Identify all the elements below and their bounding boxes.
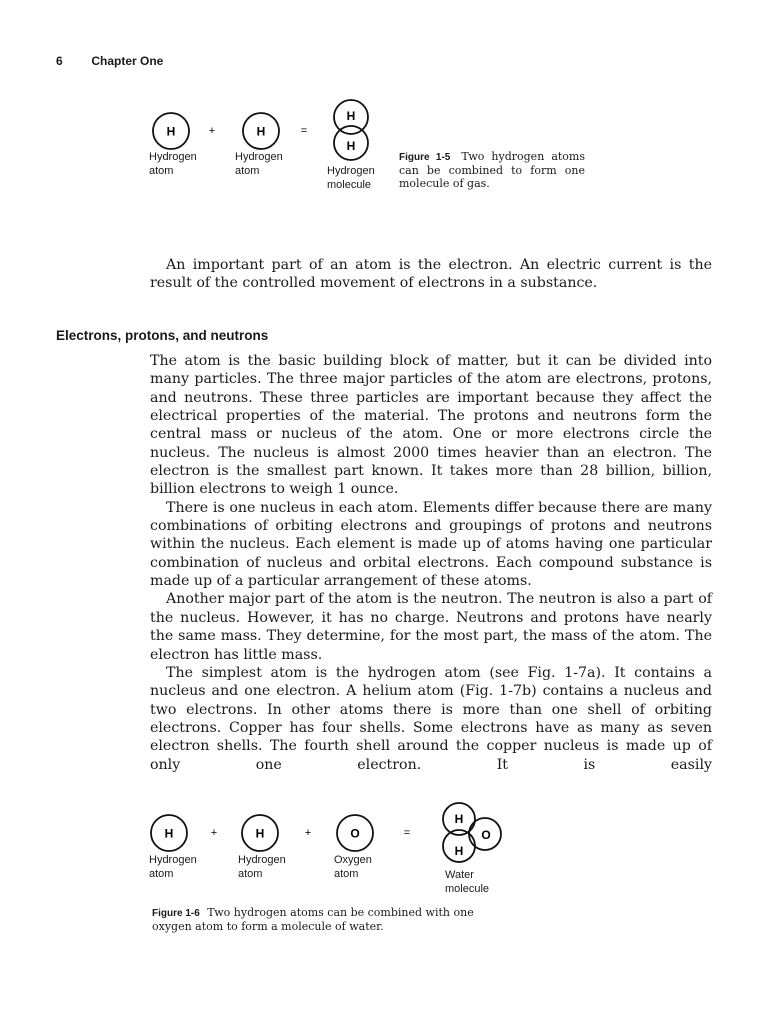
label-hydrogen-atom-1: Hydrogen atom (149, 151, 197, 177)
caption-figure-number: Figure 1-6 (152, 908, 200, 919)
paragraph-3: Another major part of the atom is the neutron. The neutron is also a part of the nucleus. However, it has no charge. Neutrons and protons have nearly the same mass. They determine, for the most part, the mass of the atom. The electron has little mass. (150, 591, 712, 663)
paragraph-1: The atom is the basic building block of matter, but it can be divided into many particles. The three major particles of the atom are electrons, protons, and neutrons. These three particles are important because they affect the electrical properties of the material. The protons and neutrons form the central mass or nucleus of the atom. One or more electrons circle the nucleus. The nucleus is almost 2000 times heavier than an electron. The electron is the smallest part known. It takes more than 28 billion, billion, billion electrons to weigh 1 ounce. (150, 353, 712, 498)
label-oxygen-atom: Oxygen atom (334, 854, 372, 880)
plus-sign-1: + (210, 827, 218, 839)
paragraph-4: The simplest atom is the hydrogen atom (see Fig. 1-7a). It contains a nucleus and one electron. A helium atom (Fig. 1-7b) contains a nucleus and two electrons. In other atoms there is more than one shell of orbiting electrons. Copper has four shells. Some electrons have as many as seven electron shells. The fourth shell around the copper nucleus is made up of only one electron. It is easily (150, 664, 712, 773)
page-number: 6 (56, 54, 63, 68)
equals-sign: = (300, 125, 308, 137)
plus-sign-2: + (304, 827, 312, 839)
water-h2-symbol: H (454, 844, 464, 858)
body-text (150, 352, 712, 774)
molecule-bottom-symbol: H (346, 139, 356, 153)
atom1-symbol: H (164, 826, 174, 841)
equals-sign: = (403, 827, 411, 839)
atom2-symbol: H (256, 124, 266, 139)
running-head (56, 54, 163, 68)
plus-sign: + (208, 125, 216, 137)
figure-1-6 (145, 800, 515, 900)
figure-1-5 (140, 98, 390, 198)
label-water-molecule: Water molecule (445, 869, 490, 895)
label-hydrogen-molecule: Hydrogen molecule (327, 165, 375, 191)
figure-1-6-caption (152, 906, 504, 933)
water-h1-symbol: H (454, 812, 464, 826)
caption-text: Two hydrogen atoms can be combined to form one molecule of gas. (399, 150, 585, 190)
atom2-symbol: H (255, 826, 265, 841)
caption-figure-number: Figure 1-5 (399, 152, 451, 163)
molecule-top-symbol: H (346, 109, 356, 123)
atom1-symbol: H (166, 124, 176, 139)
label-hydrogen-atom-2: Hydrogen atom (238, 854, 286, 880)
section-heading: Electrons, protons, and neutrons (56, 328, 269, 343)
label-hydrogen-atom-2: Hydrogen atom (235, 151, 283, 177)
caption-text: Two hydrogen atoms can be combined with one oxygen atom to form a molecule of water. (152, 906, 474, 933)
label-hydrogen-atom-1: Hydrogen atom (149, 854, 197, 880)
paragraph-2: There is one nucleus in each atom. Elements differ because there are many combinations of orbiting electrons and groupings of protons and neutrons within the nucleus. Each element is made up of atoms having one particular combination of nucleus and orbital electrons. Each compound substance is made up of a particular arrangement of these atoms. (150, 499, 712, 590)
figure-1-5-caption (399, 150, 585, 190)
water-o-symbol: O (481, 828, 491, 842)
atom3-symbol: O (350, 826, 360, 841)
chapter-title: Chapter One (91, 54, 164, 68)
intro-paragraph: An important part of an atom is the electron. An electric current is the result of the controlled movement of electrons in a substance. (150, 257, 712, 292)
